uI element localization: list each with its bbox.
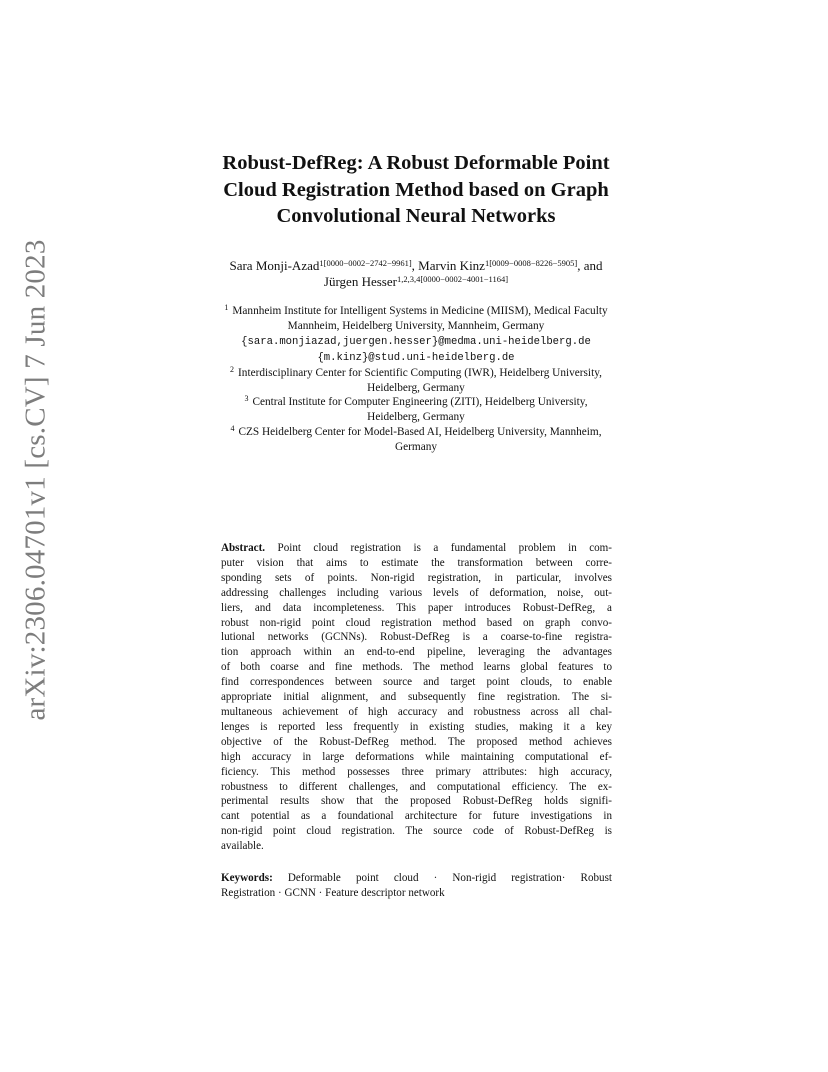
author-name: Sara Monji-Azad — [229, 258, 320, 273]
keywords-line — [221, 871, 612, 886]
keywords-label: Keywords: — [221, 872, 273, 884]
abstract-line: find correspondences between source and target point clouds, to enable — [221, 676, 612, 689]
affiliation-text: CZS Heidelberg Center for Model-Based AI, Heidelberg University, Mannheim, — [238, 426, 602, 439]
abstract-line: puter vision that aims to estimate the transformation between corre- — [221, 556, 612, 569]
abstract-line: multaneous achievement of high accuracy and robustness across all chal- — [221, 705, 612, 718]
abstract-label: Abstract. — [221, 542, 266, 554]
affiliation-list — [178, 304, 654, 455]
abstract-line: tion approach within an end-to-end pipeline, leveraging the advantages — [221, 646, 612, 659]
author-separator: , — [411, 258, 419, 273]
author-name: Jürgen Hesser — [323, 274, 397, 289]
arxiv-identifier-text: arXiv:2306.04701v1 [cs.CV] 7 Jun 2023 — [19, 239, 52, 721]
author-affiliation-orcid: 1[0000−0002−2742−9961] — [319, 258, 412, 268]
abstract-line: perimental results show that the proposed Robust-DefReg holds signifi- — [221, 795, 612, 808]
email-address[interactable]: {m.kinz}@stud.uni-heidelberg.de — [317, 351, 515, 364]
keywords-text: Deformable point cloud · Non-rigid registration· Robust — [287, 872, 612, 884]
keywords — [221, 871, 612, 901]
affiliation-text: Heidelberg, Germany — [367, 411, 465, 424]
author-separator: , and — [577, 258, 603, 273]
affiliation-number: 2 — [230, 364, 235, 374]
author-affiliation-orcid: 1,2,3,4[0000−0002−4001−1164] — [396, 274, 509, 284]
abstract-line: liers, and data incompleteness. This paper introduces Robust-DefReg, a — [221, 601, 612, 614]
affiliation — [178, 304, 654, 366]
abstract-line: appropriate initial alignment, and subsequently fine registration. The si- — [221, 691, 612, 704]
abstract-line: sponding sets of points. Non-rigid registration, in particular, involves — [221, 571, 612, 584]
affiliation-text: Mannheim Institute for Intelligent Systems in Medicine (MIISM), Medical Faculty — [232, 305, 608, 317]
affiliation-text: Central Institute for Computer Engineering (ZITI), Heidelberg University, — [252, 396, 588, 409]
affiliation-number: 4 — [230, 424, 235, 434]
abstract — [221, 541, 612, 854]
abstract-line — [221, 541, 612, 556]
title-line: Robust-DefReg: A Robust Deformable Point — [222, 152, 610, 174]
affiliation — [178, 395, 654, 425]
abstract-line: high accuracy in large deformations while maintaining computational ef- — [221, 750, 612, 763]
author-name: Marvin Kinz — [418, 258, 485, 273]
abstract-text: Point cloud registration is a fundamental problem in com- — [277, 542, 612, 554]
keywords-line: Registration · GCNN · Feature descriptor network — [221, 886, 445, 899]
affiliation — [178, 425, 654, 455]
affiliation-text: Heidelberg, Germany — [367, 381, 465, 394]
abstract-line: objective of the Robust-DefReg method. The proposed method achieves — [221, 735, 612, 748]
abstract-line: ficiency. This method possesses three primary attributes: high accuracy, — [221, 765, 612, 778]
affiliation-number: 3 — [244, 394, 249, 404]
affiliation-text: Mannheim, Heidelberg University, Mannheim, Germany — [287, 319, 545, 332]
title-line: Cloud Registration Method based on Graph — [223, 178, 609, 201]
affiliation-number: 1 — [224, 303, 229, 312]
title-line: Convolutional Neural Networks — [276, 205, 556, 227]
abstract-line: robust non-rigid point cloud registration method based on graph convo- — [221, 616, 612, 629]
affiliation-text: Interdisciplinary Center for Scientific Computing (IWR), Heidelberg University, — [238, 366, 602, 379]
abstract-line: lutional networks (GCNNs). Robust-DefReg is a coarse-to-fine registra- — [221, 631, 612, 644]
paper-title — [150, 150, 682, 230]
email-address[interactable]: {sara.monjiazad,juergen.hesser}@medma.uni-heidelberg.de — [241, 335, 591, 348]
abstract-line: lenges is reported less frequently in existing studies, making it a key — [221, 720, 612, 733]
affiliation — [178, 366, 654, 396]
abstract-line: cant potential as a foundational architecture for future investigations in — [221, 810, 612, 823]
abstract-line: non-rigid point cloud registration. The source code of Robust-DefReg is — [221, 825, 612, 838]
abstract-line: available. — [221, 840, 264, 853]
abstract-line: addressing challenges including various levels of deformation, noise, out- — [221, 586, 612, 599]
affiliation-text: Germany — [394, 441, 438, 454]
abstract-line: robustness to different challenges, and computational efficiency. The ex- — [221, 780, 612, 793]
author-affiliation-orcid: 1[0009−0008−8226−5905] — [484, 258, 578, 268]
author-list — [150, 258, 682, 290]
abstract-line: of both coarse and fine methods. The method learns global features to — [221, 661, 612, 674]
